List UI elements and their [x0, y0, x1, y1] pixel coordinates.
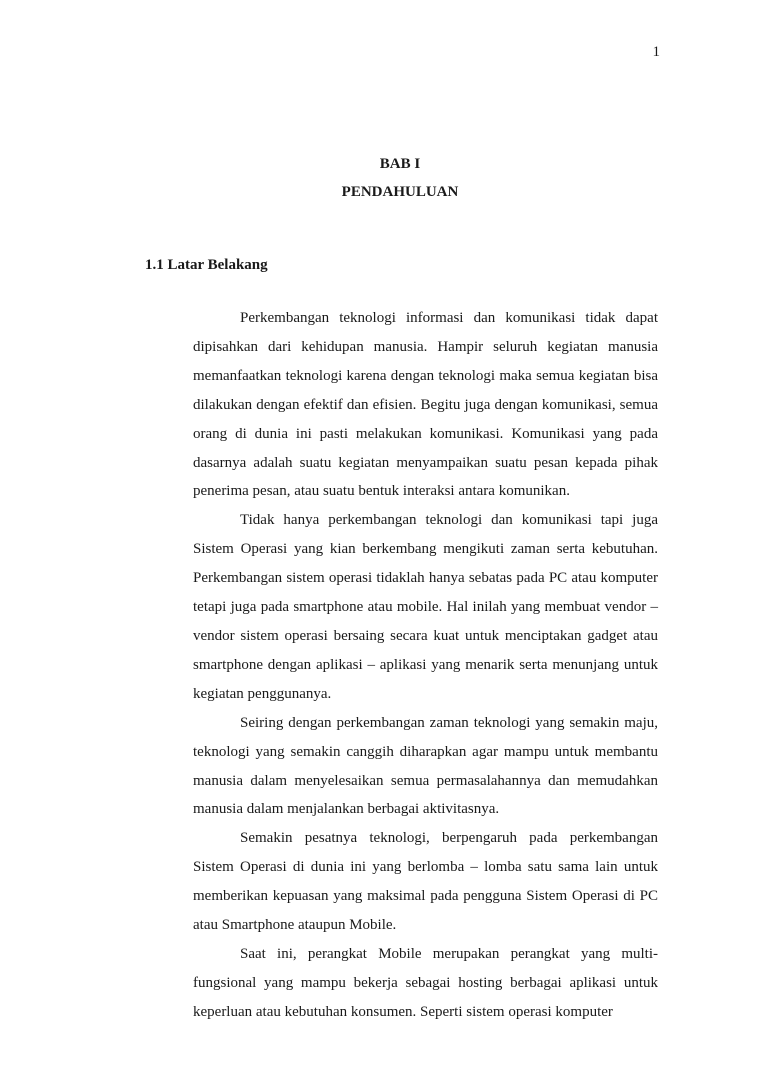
chapter-heading — [0, 150, 768, 206]
paragraph-1: Perkembangan teknologi informasi dan komunikasi tidak dapat dipisahkan dari kehidupan manusia. Hampir seluruh kegiatan manusia memanfaatkan teknologi karena dengan teknologi maka semua kegiatan bisa dilakukan dengan efektif dan efisien. Begitu juga dengan komunikasi, semua orang di dunia ini pasti melakukan komunikasi. Komunikasi yang pada dasarnya adalah suatu kegiatan menyampaikan suatu pesan kepada pihak penerima pesan, atau suatu bentuk interaksi antara komunikan. — [193, 310, 658, 500]
page-number: 1 — [652, 44, 660, 60]
section-heading: 1.1 Latar Belakang — [145, 257, 268, 273]
chapter-title: PENDAHULUAN — [341, 184, 459, 200]
paragraph-2: Tidak hanya perkembangan teknologi dan komunikasi tapi juga Sistem Operasi yang kian berkembang mengikuti zaman serta kebutuhan. Perkembangan sistem operasi tidaklah hanya sebatas pada PC atau komputer tetapi juga pada smartphone atau mobile. Hal inilah yang membuat vendor – vendor sistem operasi bersaing secara kuat untuk menciptakan gadget atau smartphone dengan aplikasi – aplikasi yang menarik serta menunjang untuk kegiatan penggunanya. — [193, 512, 658, 702]
paragraph-5: Saat ini, perangkat Mobile merupakan perangkat yang multi-fungsional yang mampu bekerja sebagai hosting berbagai aplikasi untuk keperluan atau kebutuhan konsumen. Seperti sistem operasi komputer — [193, 945, 658, 1020]
chapter-label: BAB I — [379, 156, 421, 172]
paragraph-3: Seiring dengan perkembangan zaman teknologi yang semakin maju, teknologi yang semakin canggih diharapkan agar mampu untuk membantu manusia dalam menyelesaikan semua permasalahannya dan memudahkan manusia dalam menjalankan berbagai aktivitasnya. — [193, 714, 658, 818]
body-text — [193, 304, 658, 1027]
paragraph-4: Semakin pesatnya teknologi, berpengaruh pada perkembangan Sistem Operasi di dunia ini yang berlomba – lomba satu sama lain untuk memberikan kepuasan yang maksimal pada pengguna Sistem Operasi di PC atau Smartphone ataupun Mobile. — [193, 830, 658, 934]
